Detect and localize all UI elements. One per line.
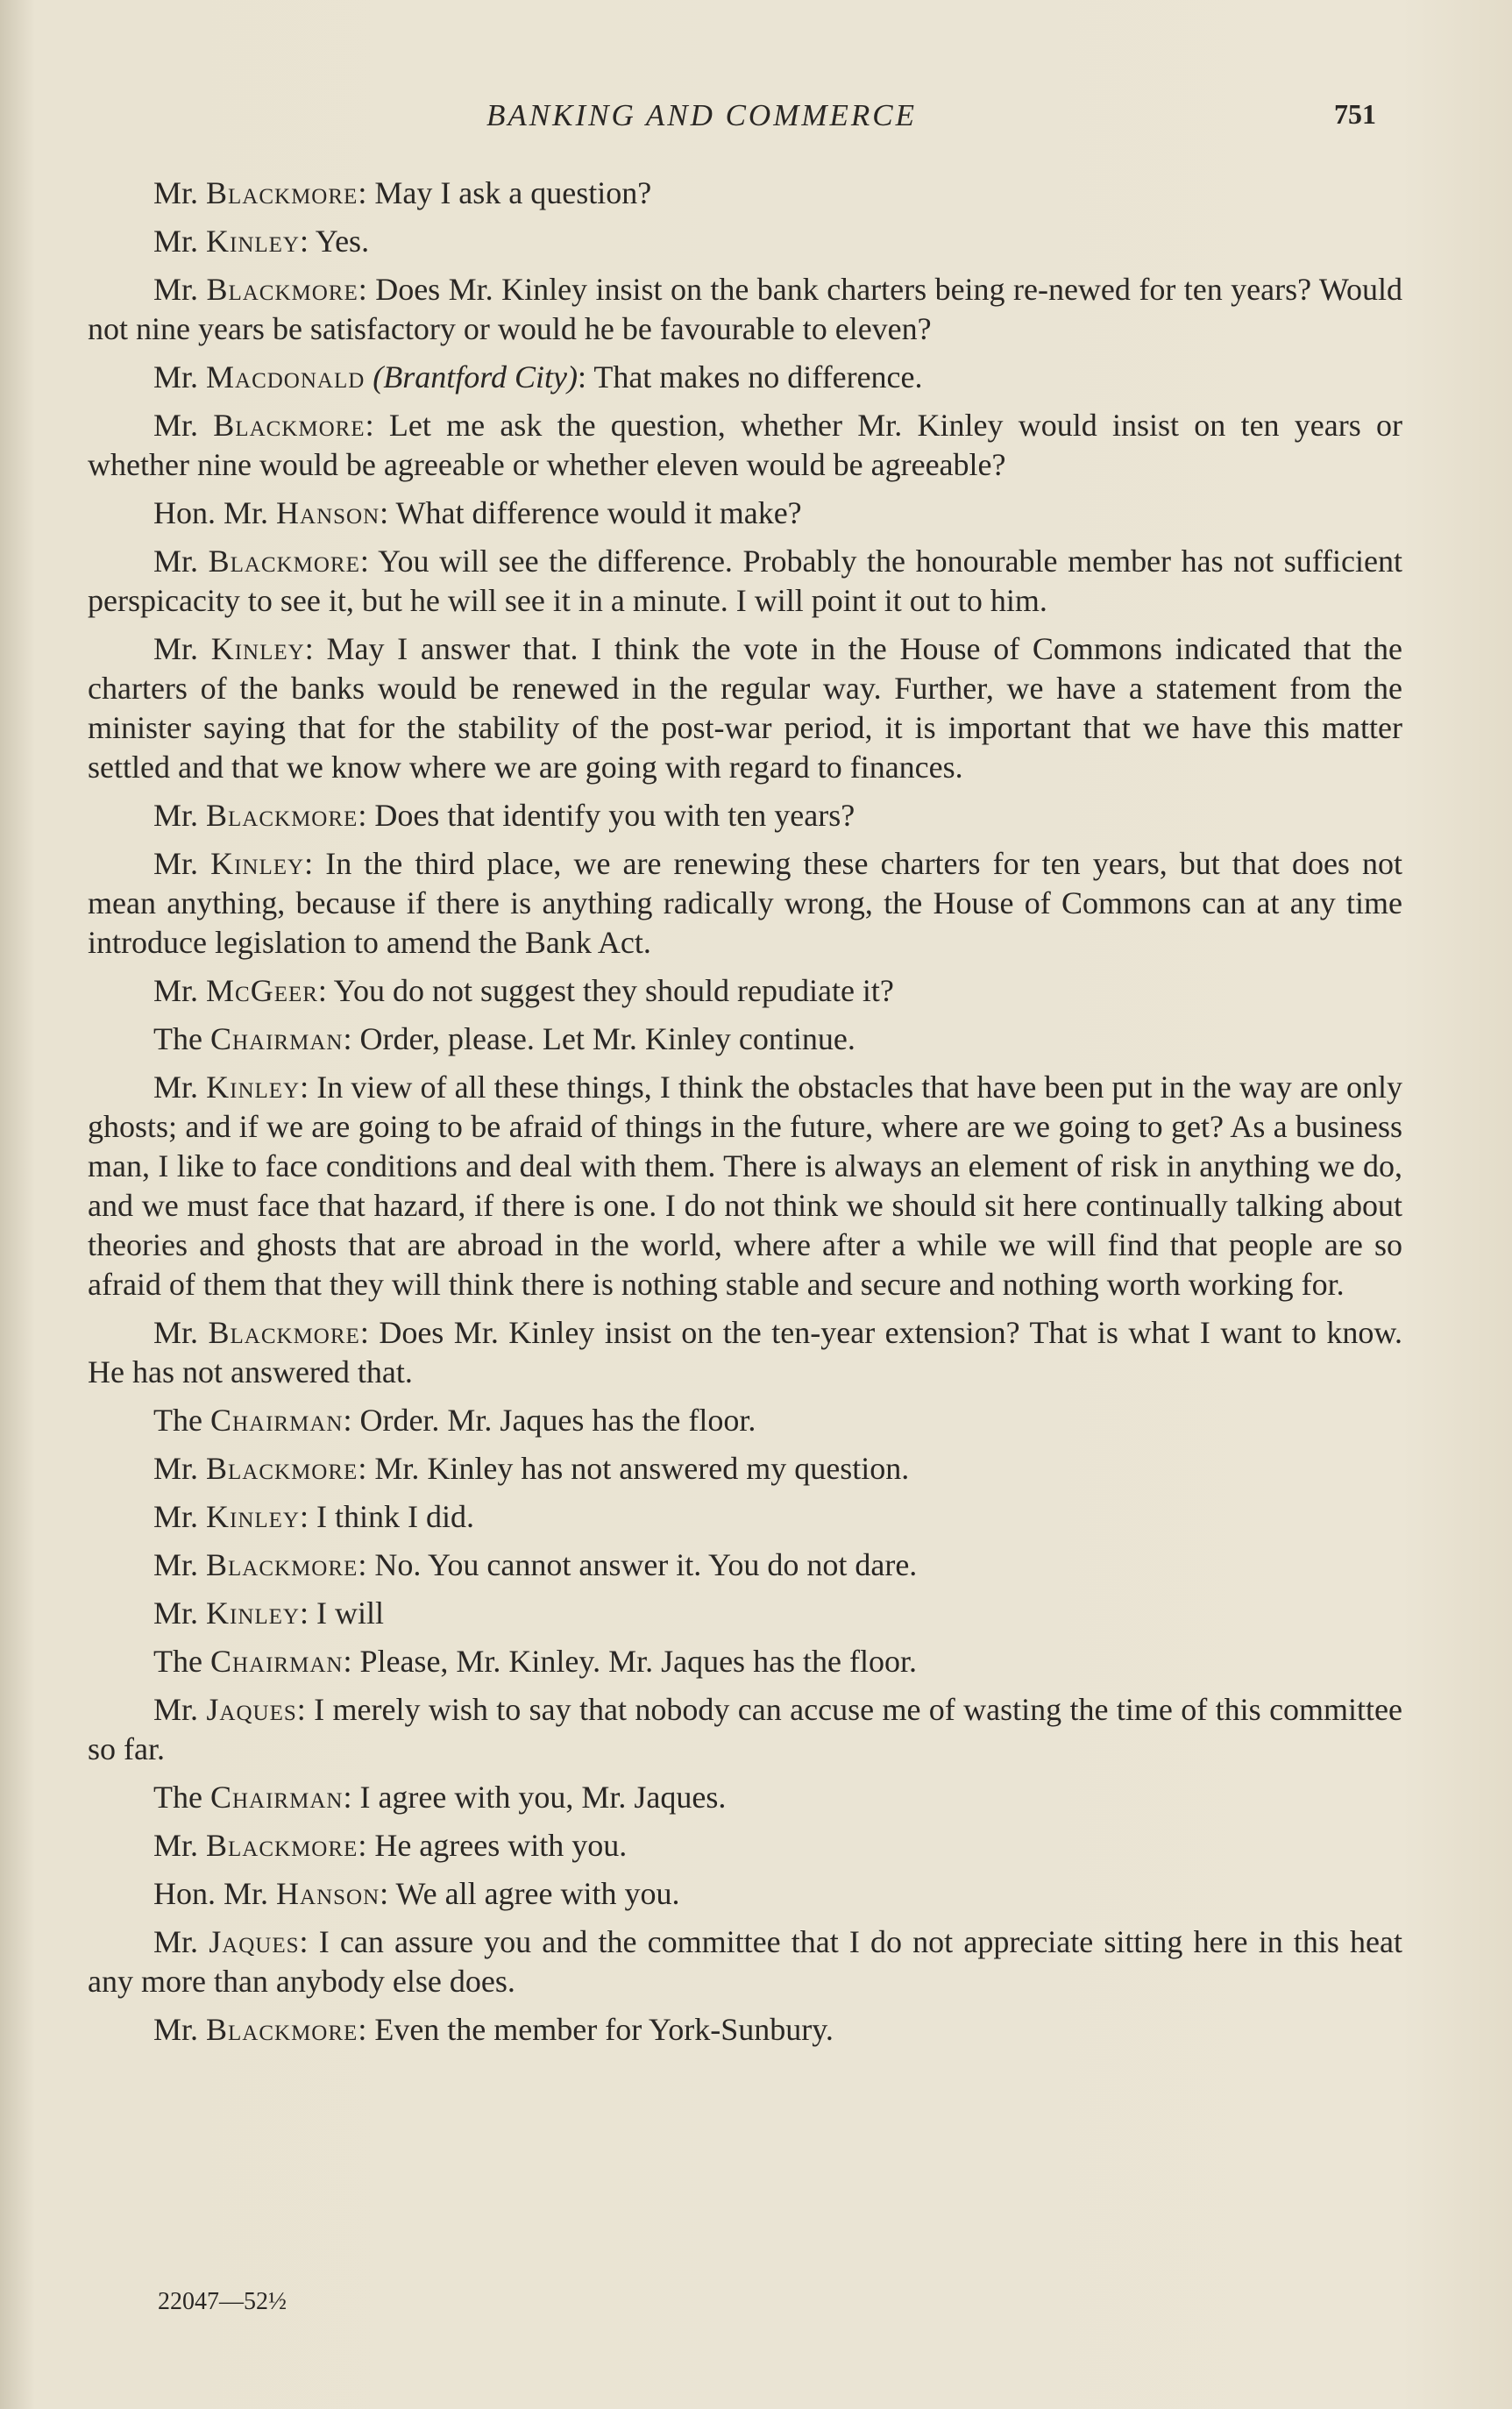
- speech-paragraph: [88, 1874, 1402, 1914]
- speaker-title: Mr.: [153, 2012, 199, 2047]
- speaker-name: Jaques: [206, 1692, 297, 1727]
- speaker-title: Mr.: [153, 359, 199, 394]
- speaker-title: Mr.: [153, 544, 199, 579]
- speech-text: In the third place, we are renewing these charters for ten years, but that does not mean anything, because if there is anything radically wrong, the House of Commons can at any time introduce legislation to amend the Bank Act.: [88, 846, 1403, 960]
- speaker-colon: :: [359, 544, 369, 579]
- speaker-title: Mr.: [153, 846, 199, 881]
- speaker-colon: :: [358, 2012, 367, 2047]
- speaker-name: Kinley: [206, 1499, 300, 1534]
- speech-paragraph: [88, 1313, 1402, 1392]
- speaker-name: Hanson: [276, 495, 380, 530]
- speaker-colon: :: [343, 1644, 352, 1679]
- speech-paragraph: [88, 174, 1402, 213]
- speaker-colon: :: [380, 495, 389, 530]
- speaker-name: Chairman: [209, 1403, 344, 1438]
- speaker-colon: :: [343, 1403, 352, 1438]
- speaker-name: Blackmore: [208, 1315, 360, 1350]
- speaker-title: Mr.: [153, 973, 199, 1008]
- speaker-name: Blackmore: [206, 1828, 358, 1863]
- speaker-name: Macdonald: [206, 359, 366, 394]
- printer-signature: 22047—52½: [158, 2288, 287, 2315]
- speech-paragraph: [88, 542, 1402, 621]
- speaker-colon: :: [317, 973, 327, 1008]
- speech-paragraph: [88, 971, 1402, 1011]
- speaker-colon: :: [300, 224, 309, 259]
- speech-text: What difference would it make?: [395, 495, 802, 530]
- speaker-title: Mr.: [153, 1692, 199, 1727]
- speaker-name: Blackmore: [206, 2012, 358, 2047]
- speaker-colon: :: [299, 1924, 309, 1959]
- speech-paragraph: [88, 1068, 1402, 1304]
- speaker-title: Mr.: [153, 1451, 199, 1486]
- speaker-colon: :: [365, 408, 374, 443]
- speech-text: Mr. Kinley has not answered my question.: [374, 1451, 910, 1486]
- speaker-title: The: [153, 1403, 202, 1438]
- speaker-name: Blackmore: [208, 544, 360, 579]
- speaker-title: Mr.: [153, 408, 199, 443]
- speech-paragraph: [88, 844, 1402, 963]
- transcript-body: [88, 174, 1402, 2058]
- speech-text: Does Mr. Kinley insist on the bank charters being re-newed for ten years? Would not nine years be satisfactory or would he be favourable to eleven?: [88, 272, 1402, 346]
- speech-text: Does that identify you with ten years?: [374, 798, 855, 833]
- speech-paragraph: [88, 1594, 1402, 1633]
- speech-text: Please, Mr. Kinley. Mr. Jaques has the floor.: [359, 1644, 918, 1679]
- speaker-name: Chairman: [209, 1021, 344, 1056]
- speaker-title: Mr.: [153, 631, 199, 666]
- speech-text: I think I did.: [316, 1499, 474, 1534]
- speaker-title: Mr.: [153, 1547, 199, 1582]
- speech-text: That makes no difference.: [593, 359, 923, 394]
- speech-text: Even the member for York-Sunbury.: [374, 2012, 834, 2047]
- speaker-colon: :: [577, 359, 586, 394]
- speech-paragraph: [88, 494, 1402, 533]
- speaker-name: Chairman: [209, 1644, 344, 1679]
- speaker-title: Mr.: [153, 272, 199, 307]
- speech-paragraph: [88, 1546, 1402, 1585]
- speaker-colon: :: [304, 846, 314, 881]
- speaker-name: Kinley: [206, 224, 300, 259]
- speaker-title: Mr.: [153, 1595, 199, 1631]
- speech-text: I agree with you, Mr. Jaques.: [359, 1780, 727, 1815]
- speech-text: You will see the difference. Probably the honourable member has not sufficient perspicacity to see it, but he will see it in a minute. I will point it out to him.: [88, 544, 1403, 618]
- speech-paragraph: [88, 222, 1402, 261]
- speech-text: Does Mr. Kinley insist on the ten-year extension? That is what I want to know. He has not answered that.: [88, 1315, 1403, 1389]
- speaker-colon: :: [358, 1451, 367, 1486]
- speech-paragraph: [88, 1922, 1402, 2001]
- page-number: 751: [1334, 98, 1376, 130]
- speaker-name: Blackmore: [206, 798, 358, 833]
- speaker-name: McGeer: [206, 973, 318, 1008]
- speaker-colon: :: [358, 1547, 367, 1582]
- speaker-colon: :: [343, 1780, 352, 1815]
- speaker-title: Mr.: [153, 1924, 199, 1959]
- speaker-colon: :: [358, 798, 367, 833]
- speech-paragraph: [88, 1778, 1402, 1817]
- speech-paragraph: [88, 1401, 1402, 1440]
- speech-text: In view of all these things, I think the obstacles that have been put in the way are only ghosts; and if we are going to be afraid of things in the future, where are we going to get? As a business man, I like to face conditions and deal with them. There is always an element of risk in anything we do, and we must face that hazard, if there is one. I do not think we should sit here continually talking about theories and ghosts that are abroad in the world, where after a while we will find that people are so afraid of them that they will think there is nothing stable and secure and nothing worth working for.: [88, 1069, 1403, 1302]
- speaker-name: Jaques: [209, 1924, 300, 1959]
- speech-text: Let me ask the question, whether Mr. Kinley would insist on ten years or whether nine would be agreeable or whether eleven would be agreeable?: [88, 408, 1403, 482]
- speech-text: We all agree with you.: [395, 1876, 680, 1911]
- speaker-title: Mr.: [153, 1069, 199, 1105]
- speaker-colon: :: [380, 1876, 389, 1911]
- speech-paragraph: [88, 358, 1402, 397]
- speaker-colon: :: [300, 1499, 309, 1534]
- speaker-name: Blackmore: [213, 408, 366, 443]
- speaker-name: Blackmore: [206, 272, 358, 307]
- speaker-title: Hon. Mr.: [153, 1876, 269, 1911]
- speaker-name: Blackmore: [206, 1547, 358, 1582]
- speaker-name: Blackmore: [206, 1451, 358, 1486]
- speaker-name: Kinley: [206, 1069, 301, 1105]
- speech-text: You do not suggest they should repudiate it?: [333, 973, 894, 1008]
- speech-text: May I ask a question?: [374, 175, 652, 210]
- speaker-colon: :: [300, 1595, 309, 1631]
- speaker-colon: :: [296, 1692, 306, 1727]
- speaker-title: Mr.: [153, 1315, 199, 1350]
- speech-text: I can assure you and the committee that I do not appreciate sitting here in this heat any more than anybody else does.: [88, 1924, 1403, 1999]
- speaker-qualifier: (Brantford City): [373, 359, 578, 394]
- speaker-title: The: [153, 1021, 202, 1056]
- speaker-colon: :: [300, 1069, 309, 1105]
- speech-paragraph: [88, 1449, 1402, 1489]
- speaker-colon: :: [358, 1828, 367, 1863]
- speaker-name: Kinley: [206, 1595, 300, 1631]
- speaker-name: Blackmore: [206, 175, 358, 210]
- page-header: [0, 98, 1512, 140]
- speaker-name: Kinley: [210, 846, 305, 881]
- speech-paragraph: [88, 2010, 1402, 2050]
- speaker-title: Mr.: [153, 175, 199, 210]
- speech-paragraph: [88, 1497, 1402, 1537]
- speaker-title: Hon. Mr.: [153, 495, 269, 530]
- speaker-colon: :: [358, 272, 367, 307]
- speech-text: Order. Mr. Jaques has the floor.: [359, 1403, 756, 1438]
- speaker-colon: :: [359, 1315, 369, 1350]
- speech-text: May I answer that. I think the vote in the House of Commons indicated that the charters of the banks would be renewed in the regular way. Further, we have a statement from the minister saying that for the stability of the post-war period, it is important that we have this matter settled and that we know where we are going with regard to finances.: [88, 631, 1402, 785]
- speaker-title: The: [153, 1644, 202, 1679]
- speech-paragraph: [88, 1642, 1402, 1681]
- speech-text: Order, please. Let Mr. Kinley continue.: [359, 1021, 855, 1056]
- speech-paragraph: [88, 406, 1402, 485]
- speaker-title: Mr.: [153, 1499, 199, 1534]
- speaker-title: Mr.: [153, 224, 199, 259]
- speech-paragraph: [88, 1826, 1402, 1865]
- speech-text: Yes.: [315, 224, 370, 259]
- speech-text: He agrees with you.: [374, 1828, 628, 1863]
- speaker-title: Mr.: [153, 1828, 199, 1863]
- speech-paragraph: [88, 796, 1402, 835]
- speech-paragraph: [88, 629, 1402, 787]
- speaker-name: Chairman: [209, 1780, 344, 1815]
- speaker-colon: :: [304, 631, 314, 666]
- speech-paragraph: [88, 1020, 1402, 1059]
- speech-text: No. You cannot answer it. You do not dare.: [374, 1547, 918, 1582]
- speaker-name: Kinley: [210, 631, 305, 666]
- speaker-title: The: [153, 1780, 202, 1815]
- speaker-name: Hanson: [276, 1876, 380, 1911]
- speech-paragraph: [88, 270, 1402, 349]
- speaker-title: Mr.: [153, 798, 199, 833]
- speech-text: I merely wish to say that nobody can accuse me of wasting the time of this committee so far.: [88, 1692, 1403, 1766]
- speech-text: I will: [316, 1595, 385, 1631]
- speaker-colon: :: [343, 1021, 352, 1056]
- speaker-colon: :: [358, 175, 367, 210]
- running-head: BANKING AND COMMERCE: [486, 98, 918, 132]
- speech-paragraph: [88, 1690, 1402, 1769]
